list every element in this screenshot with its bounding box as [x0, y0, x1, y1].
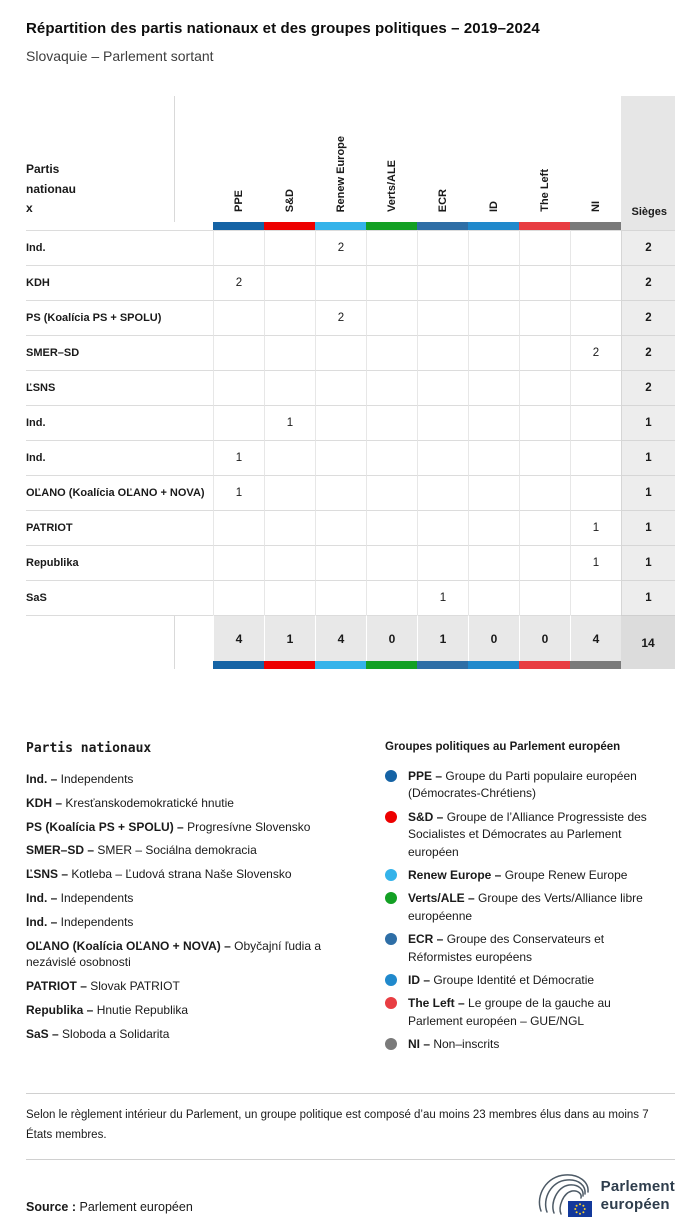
legend-group-name: Verts/ALE –: [408, 891, 479, 906]
legend-group-name: PPE –: [408, 769, 446, 783]
seat-value-cell: [366, 580, 417, 615]
seat-value-cell: 2: [315, 300, 366, 335]
legend-party-desc: Independents: [60, 772, 134, 786]
legend-group-item: [385, 867, 675, 884]
legend-party-desc: Progresívne Slovensko: [187, 819, 311, 834]
legend-party-item: [26, 914, 361, 931]
legend-groups-heading: Groupes politiques au Parlement européen: [385, 741, 621, 753]
seat-value-cell: [264, 440, 315, 475]
seat-value-cell: [366, 300, 417, 335]
seat-value-cell: 2: [570, 335, 621, 370]
legend-party-item: [26, 890, 361, 907]
page-subtitle: Slovaquie – Parlement sortant: [26, 48, 214, 64]
seat-value-cell: [570, 580, 621, 615]
seat-value-cell: [570, 475, 621, 510]
group-color-strip-bottom-left: [519, 661, 570, 669]
group-color-strip-top-ecr: [417, 222, 468, 230]
seat-value-cell: [417, 440, 468, 475]
seat-value-cell: [417, 370, 468, 405]
seat-value-cell: [315, 475, 366, 510]
legend-party-desc: Obyčajní ľudia a nezávislé osobnosti: [26, 938, 322, 970]
legend-group-desc: Groupe des Conservateurs et Réformistes européens: [408, 932, 605, 964]
seat-value-cell: 1: [570, 545, 621, 580]
legend-group-name: ECR –: [408, 932, 447, 947]
totals-gap-cell: [175, 615, 213, 661]
row-seats-cell: 2: [621, 230, 675, 265]
row-header-cell: [26, 96, 175, 222]
group-column-label: The Left: [538, 169, 551, 212]
party-name-cell: PS (Koalícia PS + SPOLU): [26, 300, 213, 335]
group-total-cell: 0: [366, 615, 417, 661]
legend-group-item: [385, 890, 675, 925]
group-total-cell: 1: [417, 615, 468, 661]
group-color-strip-bottom-renew: [315, 661, 366, 669]
legend-party-desc: Kotleba – Ľudová strana Naše Slovensko: [71, 867, 292, 882]
legend-group-text: [408, 972, 594, 989]
group-color-strip-bottom-id: [468, 661, 519, 669]
seat-value-cell: [519, 230, 570, 265]
group-color-strip-top-ppe: [213, 222, 264, 230]
legend-party-name: KDH –: [26, 795, 66, 810]
seat-value-cell: [366, 405, 417, 440]
ep-logo-line2: européen: [600, 1195, 670, 1213]
seat-value-cell: [366, 475, 417, 510]
sd-color-dot-icon: [385, 811, 397, 823]
row-seats-cell: 1: [621, 545, 675, 580]
seat-value-cell: [417, 545, 468, 580]
legend-party-desc: Slovak PATRIOT: [90, 979, 180, 994]
seat-value-cell: [366, 265, 417, 300]
seat-value-cell: [315, 580, 366, 615]
seat-value-cell: [213, 580, 264, 615]
seat-value-cell: [366, 510, 417, 545]
seat-value-cell: [570, 405, 621, 440]
seat-value-cell: [519, 545, 570, 580]
seat-value-cell: [264, 230, 315, 265]
seat-value-cell: [213, 300, 264, 335]
seat-value-cell: [366, 230, 417, 265]
legend-groups-list: [385, 768, 675, 1053]
seat-value-cell: [417, 265, 468, 300]
legend-party-item: [26, 978, 361, 995]
source-line: [26, 1200, 193, 1222]
seat-value-cell: 1: [417, 580, 468, 615]
seat-value-cell: [264, 510, 315, 545]
group-column-header-renew: [315, 96, 366, 222]
seat-value-cell: [366, 440, 417, 475]
seat-value-cell: [213, 230, 264, 265]
legend-party-name: Ind. –: [26, 914, 61, 929]
row-seats-cell: 1: [621, 475, 675, 510]
seat-value-cell: [468, 230, 519, 265]
group-color-strip-bottom-ni: [570, 661, 621, 669]
seat-value-cell: [417, 300, 468, 335]
group-column-label: S&D: [283, 188, 296, 212]
legend-group-desc: Groupe Identité et Démocratie: [433, 972, 595, 987]
legend-group-item: [385, 995, 675, 1030]
legend-group-desc: Non–inscrits: [433, 1037, 500, 1052]
seat-value-cell: [417, 335, 468, 370]
seat-value-cell: [417, 475, 468, 510]
party-name-cell: Republika: [26, 545, 213, 580]
seat-value-cell: [570, 230, 621, 265]
row-seats-cell: 1: [621, 405, 675, 440]
seat-value-cell: [315, 370, 366, 405]
legend-parties: [26, 741, 385, 1059]
group-color-strip-top-id: [468, 222, 519, 230]
legend-party-desc: Independents: [60, 890, 134, 905]
ep-logo: [534, 1170, 675, 1222]
seat-value-cell: [213, 510, 264, 545]
seat-value-cell: [315, 440, 366, 475]
legend-party-name: SaS –: [26, 1026, 63, 1041]
legend-group-text: [408, 1036, 499, 1053]
legend-group-name: The Left –: [408, 996, 469, 1011]
party-name-cell: PATRIOT: [26, 510, 213, 545]
footer: [26, 1170, 675, 1222]
footnote-section: [26, 1093, 675, 1159]
group-column-header-verts: [366, 96, 417, 222]
group-total-cell: 0: [468, 615, 519, 661]
group-color-strip-bottom-ecr: [417, 661, 468, 669]
legend-party-desc: Hnutie Republika: [96, 1002, 189, 1017]
legend-group-text: [408, 768, 666, 803]
row-seats-cell: 2: [621, 265, 675, 300]
legend-group-item: [385, 768, 675, 803]
seat-value-cell: [315, 545, 366, 580]
group-column-header-ppe: [213, 96, 264, 222]
legend-party-item: [26, 866, 361, 883]
seat-value-cell: [468, 405, 519, 440]
seat-value-cell: [519, 265, 570, 300]
party-name-cell: OĽANO (Koalícia OĽANO + NOVA): [26, 475, 213, 510]
seat-value-cell: [570, 370, 621, 405]
seat-value-cell: [468, 370, 519, 405]
legend-group-desc: Groupe Renew Europe: [504, 867, 628, 882]
legend-group-desc: Le groupe de la gauche au Parlement européen – GUE/NGL: [408, 996, 611, 1028]
group-color-strip-top-sd: [264, 222, 315, 230]
legend-party-name: SMER–SD –: [26, 843, 98, 858]
legend-party-item: [26, 819, 361, 836]
party-name-cell: SaS: [26, 580, 213, 615]
legend-group-name: ID –: [408, 972, 434, 987]
legend-party-desc: SMER – Sociálna demokracia: [97, 843, 257, 858]
seat-value-cell: [213, 370, 264, 405]
seat-value-cell: [519, 405, 570, 440]
legend-party-item: [26, 1002, 361, 1019]
ni-color-dot-icon: [385, 1038, 397, 1050]
legend-group-text: [408, 995, 666, 1030]
party-name-cell: Ind.: [26, 405, 213, 440]
ep-logo-mark: [534, 1170, 592, 1222]
row-seats-cell: 2: [621, 335, 675, 370]
legend-parties-heading: Partis nationaux: [26, 741, 152, 756]
seat-value-cell: [264, 475, 315, 510]
group-color-strip-top-ni: [570, 222, 621, 230]
legend-group-name: Renew Europe –: [408, 867, 505, 882]
legend-party-name: Ind. –: [26, 890, 61, 905]
seat-value-cell: [315, 265, 366, 300]
seat-value-cell: [519, 335, 570, 370]
row-seats-cell: 1: [621, 440, 675, 475]
source-label: Source :: [26, 1199, 77, 1214]
seat-value-cell: [417, 510, 468, 545]
party-name-cell: KDH: [26, 265, 213, 300]
seat-value-cell: [519, 370, 570, 405]
seat-value-cell: [468, 510, 519, 545]
seat-value-cell: [468, 545, 519, 580]
seat-value-cell: 1: [570, 510, 621, 545]
row-seats-cell: 2: [621, 370, 675, 405]
seat-value-cell: 1: [213, 440, 264, 475]
seat-value-cell: [468, 265, 519, 300]
left-color-dot-icon: [385, 997, 397, 1009]
legend-group-name: S&D –: [408, 809, 447, 824]
legend-party-item: [26, 1026, 361, 1043]
seat-value-cell: [213, 545, 264, 580]
seat-value-cell: 2: [315, 230, 366, 265]
group-total-cell: 4: [570, 615, 621, 661]
seat-value-cell: [264, 545, 315, 580]
seat-value-cell: [417, 405, 468, 440]
legend-party-item: [26, 771, 361, 788]
legend-party-name: Republika –: [26, 1002, 97, 1017]
seat-value-cell: [468, 440, 519, 475]
party-name-cell: Ind.: [26, 440, 213, 475]
legend-party-name: PATRIOT –: [26, 979, 91, 994]
legend-group-name: NI –: [408, 1037, 434, 1052]
seat-value-cell: [570, 440, 621, 475]
page-title: Répartition des partis nationaux et des groupes politiques – 2019–2024: [26, 20, 540, 37]
seat-value-cell: [366, 335, 417, 370]
party-name-cell: SMER–SD: [26, 335, 213, 370]
legend-group-desc: Groupe de l’Alliance Progressiste des Socialistes et Démocrates au Parlement européen: [408, 809, 647, 859]
legend-group-desc: Groupe du Parti populaire européen (Démocrates-Chrétiens): [408, 769, 637, 801]
row-seats-cell: 1: [621, 510, 675, 545]
group-column-label: PPE: [232, 189, 245, 212]
legend-group-item: [385, 1036, 675, 1053]
seat-value-cell: [366, 545, 417, 580]
legend-party-desc: Kresťanskodemokratické hnutie: [65, 795, 234, 810]
seats-column-label: Sièges: [631, 206, 667, 218]
legend-party-name: OĽANO (Koalícia OĽANO + NOVA) –: [26, 938, 235, 953]
group-total-cell: 4: [315, 615, 366, 661]
seat-value-cell: [570, 265, 621, 300]
seat-value-cell: [315, 335, 366, 370]
verts-color-dot-icon: [385, 892, 397, 904]
seat-value-cell: [264, 335, 315, 370]
group-column-label: Renew Europe: [334, 135, 347, 212]
group-column-header-left: [519, 96, 570, 222]
seat-value-cell: 1: [264, 405, 315, 440]
seat-value-cell: [468, 580, 519, 615]
legend-party-name: ĽSNS –: [26, 867, 72, 882]
row-seats-cell: 2: [621, 300, 675, 335]
seat-value-cell: [519, 475, 570, 510]
group-color-strip-bottom-sd: [264, 661, 315, 669]
totals-left-cell: [26, 615, 175, 669]
seat-value-cell: [519, 300, 570, 335]
id-color-dot-icon: [385, 974, 397, 986]
seat-value-cell: [264, 265, 315, 300]
group-column-header-ni: [570, 96, 621, 222]
seat-value-cell: [417, 230, 468, 265]
ecr-color-dot-icon: [385, 933, 397, 945]
seat-value-cell: [366, 370, 417, 405]
group-column-header-ecr: [417, 96, 468, 222]
group-column-label: ID: [487, 201, 500, 212]
legend-party-item: [26, 842, 361, 859]
group-column-label: NI: [589, 201, 602, 212]
group-column-label: Verts/ALE: [385, 160, 398, 212]
legend-party-item: [26, 938, 361, 972]
renew-color-dot-icon: [385, 869, 397, 881]
total-seats-cell: 14: [621, 615, 675, 669]
group-column-header-id: [468, 96, 519, 222]
seat-value-cell: [570, 300, 621, 335]
legend-group-item: [385, 972, 675, 989]
seat-value-cell: [468, 475, 519, 510]
legend: [26, 741, 675, 1059]
group-column-label: ECR: [436, 188, 449, 212]
group-color-strip-top-verts: [366, 222, 417, 230]
seat-value-cell: [519, 510, 570, 545]
row-seats-cell: 1: [621, 580, 675, 615]
legend-party-desc: Sloboda a Solidarita: [62, 1026, 170, 1041]
group-color-strip-bottom-verts: [366, 661, 417, 669]
footnote-text: Selon le règlement intérieur du Parlement, un groupe politique est composé d’au moins 23 membres élus dans au moins 7 États membres.: [26, 1109, 649, 1142]
party-name-cell: ĽSNS: [26, 370, 213, 405]
seat-value-cell: [315, 510, 366, 545]
group-color-strip-top-renew: [315, 222, 366, 230]
seat-value-cell: [213, 405, 264, 440]
party-name-cell: Ind.: [26, 230, 213, 265]
group-total-cell: 0: [519, 615, 570, 661]
seats-table: [26, 96, 675, 669]
group-color-strip-top-left: [519, 222, 570, 230]
seat-value-cell: [264, 370, 315, 405]
group-total-cell: 1: [264, 615, 315, 661]
legend-group-desc: Groupe des Verts/Alliance libre européenne: [408, 891, 643, 923]
seat-value-cell: [264, 300, 315, 335]
ep-logo-text: [601, 1178, 675, 1213]
seat-value-cell: [315, 405, 366, 440]
seat-value-cell: 1: [213, 475, 264, 510]
legend-groups: [385, 741, 675, 1059]
seat-value-cell: 2: [213, 265, 264, 300]
seat-value-cell: [468, 300, 519, 335]
legend-group-item: [385, 931, 675, 966]
seat-value-cell: [468, 335, 519, 370]
legend-party-item: [26, 795, 361, 812]
legend-group-text: [408, 890, 666, 925]
legend-party-name: PS (Koalícia PS + SPOLU) –: [26, 819, 188, 834]
seat-value-cell: [213, 335, 264, 370]
seat-value-cell: [519, 440, 570, 475]
ppe-color-dot-icon: [385, 770, 397, 782]
legend-group-item: [385, 809, 675, 861]
seat-value-cell: [519, 580, 570, 615]
legend-party-desc: Independents: [60, 914, 134, 929]
legend-group-text: [408, 931, 666, 966]
legend-party-name: Ind. –: [26, 772, 61, 786]
ep-logo-line1: Parlement: [600, 1178, 675, 1196]
legend-group-text: [408, 809, 666, 861]
group-color-strip-bottom-ppe: [213, 661, 264, 669]
legend-group-text: [408, 867, 627, 884]
group-column-header-sd: [264, 96, 315, 222]
row-header-label: Partis nationaux: [26, 162, 76, 215]
seat-value-cell: [264, 580, 315, 615]
legend-parties-list: [26, 771, 385, 1043]
group-total-cell: 4: [213, 615, 264, 661]
source-text: Parlement européen: [79, 1199, 193, 1214]
seats-column-header: [621, 96, 675, 230]
